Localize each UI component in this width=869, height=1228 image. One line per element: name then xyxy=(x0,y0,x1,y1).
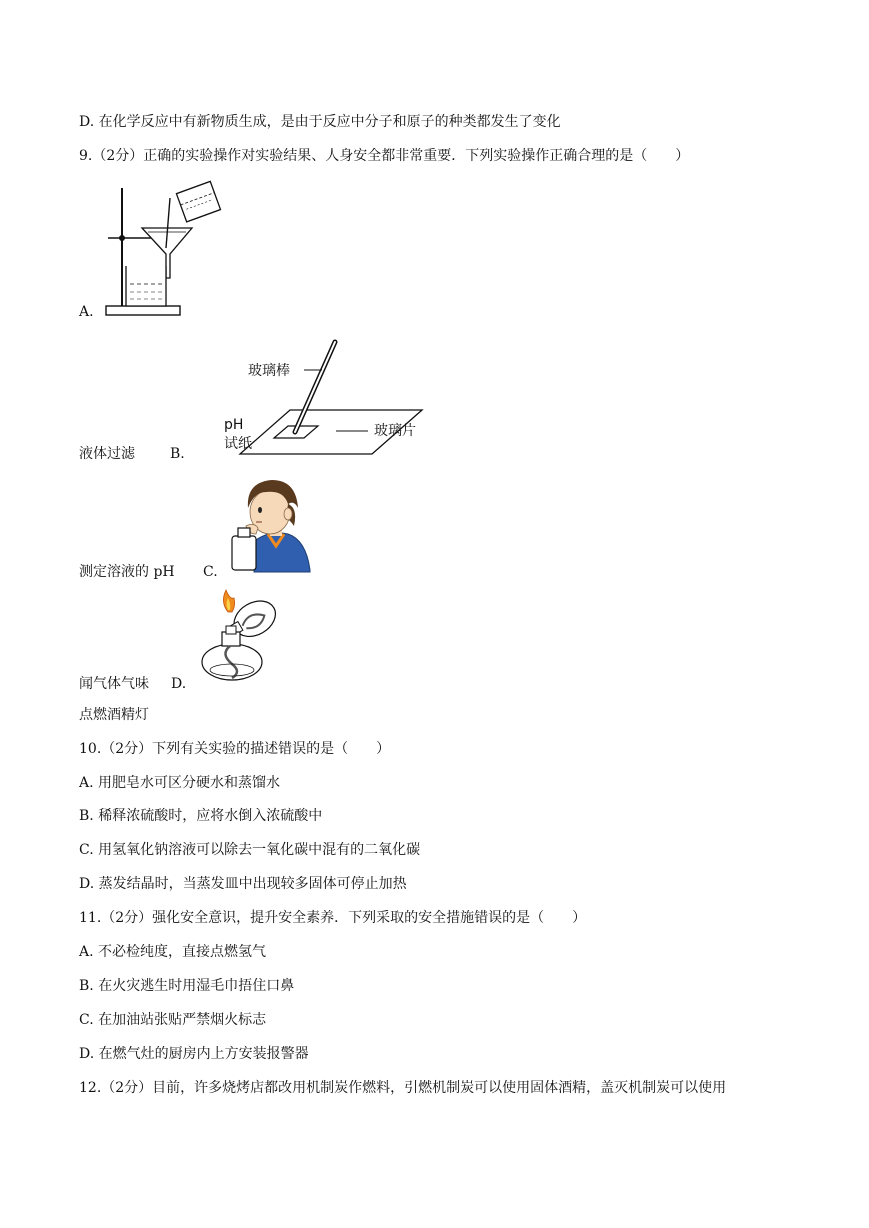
q11-option-d: D. 在燃气灶的厨房内上方安装报警器 xyxy=(79,1046,309,1062)
q9-option-b-caption: 测定溶液的 pH xyxy=(79,564,175,580)
q9-option-d-letter: D. xyxy=(171,676,187,692)
q9-stem: 9.（2分）正确的实验操作对实验结果、人身安全都非常重要．下列实验操作正确合理的是（ ） xyxy=(79,148,690,164)
filtration-figure xyxy=(100,182,240,322)
label-glass-plate: 玻璃片 xyxy=(374,423,416,439)
label-ph: pH xyxy=(224,417,244,433)
q10-option-c: C. 用氢氧化钠溶液可以除去一氧化碳中混有的二氧化碳 xyxy=(79,842,421,858)
q11-option-c: C. 在加油站张贴严禁烟火标志 xyxy=(79,1012,267,1028)
q9-option-b-letter: B. xyxy=(170,446,185,462)
smelling-gas-figure xyxy=(226,474,316,574)
q11-stem: 11.（2分）强化安全意识，提升安全素养．下列采取的安全措施错误的是（ ） xyxy=(79,910,587,926)
q9-option-c-letter: C. xyxy=(203,564,218,580)
q10-option-b: B. 稀释浓硫酸时，应将水倒入浓硫酸中 xyxy=(79,808,323,824)
q9-option-a-letter: A. xyxy=(79,304,94,320)
q11-option-a: A. 不必检纯度，直接点燃氢气 xyxy=(79,944,267,960)
q10-option-a: A. 用肥皂水可区分硬水和蒸馏水 xyxy=(79,775,281,791)
q9-option-a-caption: 液体过滤 xyxy=(79,446,135,462)
alcohol-lamp-figure xyxy=(192,588,288,686)
q9-option-c-caption: 闻气体气味 xyxy=(79,676,149,692)
q10-option-d: D. 蒸发结晶时，当蒸发皿中出现较多固体可停止加热 xyxy=(79,876,407,892)
q10-stem: 10.（2分）下列有关实验的描述错误的是（ ） xyxy=(79,741,391,757)
q11-option-b: B. 在火灾逃生时用湿毛巾捂住口鼻 xyxy=(79,978,295,994)
label-test-paper: 试纸 xyxy=(224,436,252,452)
q12-stem: 12.（2分）目前，许多烧烤店都改用机制炭作燃料，引燃机制炭可以使用固体酒精，盖灭机制炭可以使用 xyxy=(79,1080,727,1096)
ph-test-figure xyxy=(222,338,432,458)
q9-option-d-caption: 点燃酒精灯 xyxy=(79,707,149,723)
q8-option-d: D. 在化学反应中有新物质生成，是由于反应中分子和原子的种类都发生了变化 xyxy=(79,114,561,130)
label-glass-rod: 玻璃棒 xyxy=(248,363,290,379)
